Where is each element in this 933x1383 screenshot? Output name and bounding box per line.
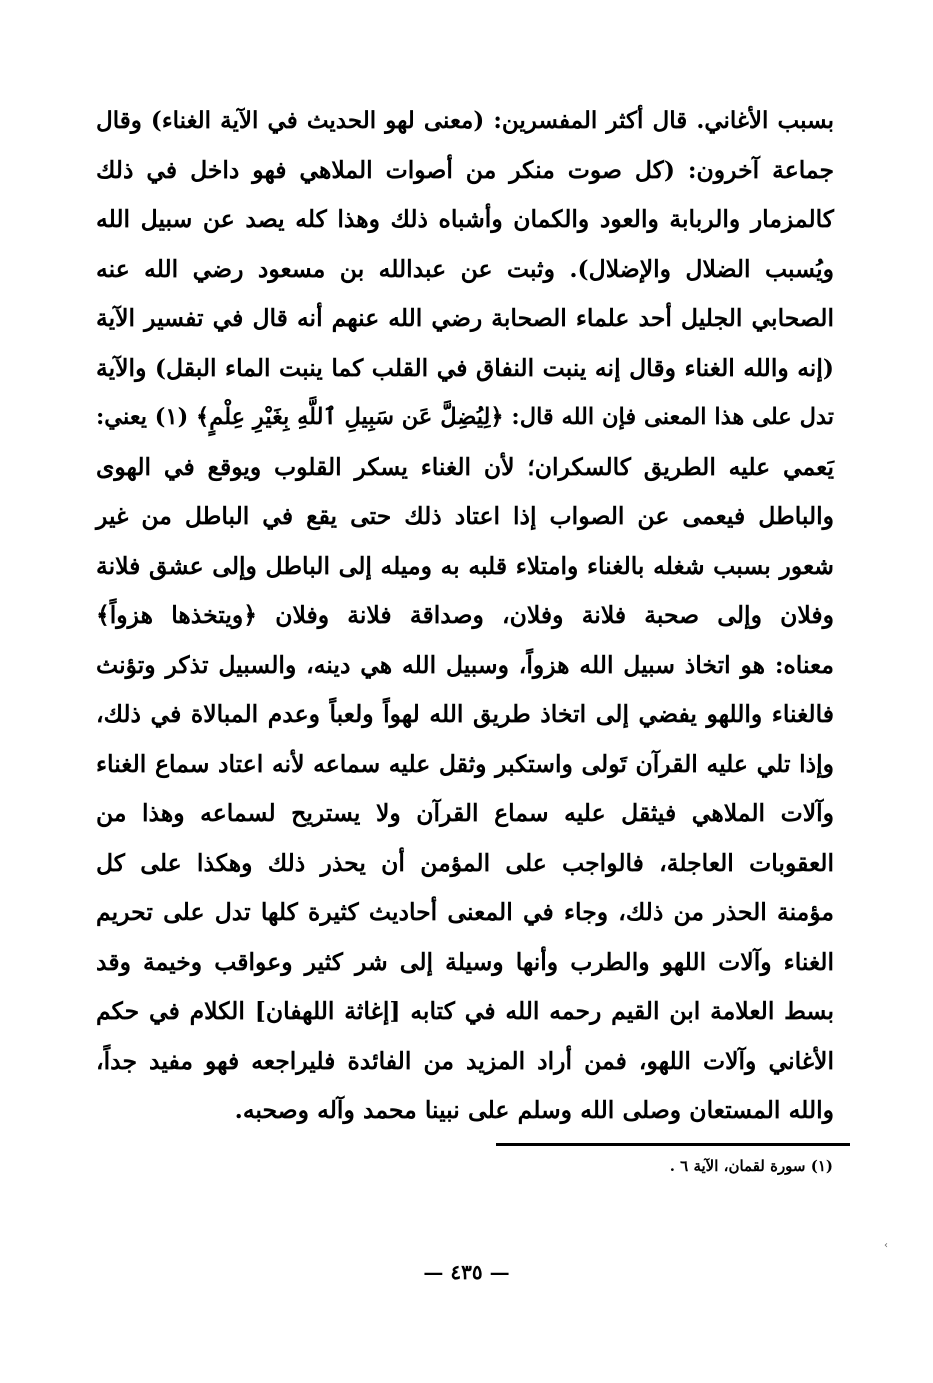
text-line: مؤمنة الحذر من ذلك، وجاء في المعنى أحاديث كثيرة كلها تدل على تحريم	[96, 898, 834, 926]
text-line: الغناء وآلات اللهو والطرب وأنها وسيلة إلى شر كثير وعواقب وخيمة وقد	[96, 947, 834, 976]
footnote-separator-rule	[496, 1143, 850, 1146]
text-line: العقوبات العاجلة، فالواجب على المؤمن أن يحذر ذلك وهكذا على كل	[96, 848, 834, 877]
text-line: وآلات الملاهي فيثقل عليه سماع القرآن ولا يستريح لسماعه وهذا من	[96, 799, 834, 827]
text-line: الصحابي الجليل أحد علماء الصحابة رضي الله عنهم أنه قال في تفسير الآية	[96, 304, 834, 332]
body-text	[96, 96, 834, 1136]
text-line: معناه: هو اتخاذ سبيل الله هزواً، وسبيل الله هي دينه، والسبيل تذكر وتؤنث	[96, 650, 834, 679]
page-number: — ٤٣٥ —	[423, 1260, 510, 1284]
text-line: يَعمي عليه الطريق كالسكران؛ لأن الغناء يسكر القلوب ويوقع في الهوى	[96, 452, 834, 481]
footnote: (١) سورة لقمان، الآية ٦ .	[669, 1157, 833, 1175]
text-line: والباطل فيعمى عن الصواب إذا اعتاد ذلك حتى يقع في الباطل من غير	[96, 502, 834, 530]
text-line: (إنه والله الغناء وقال إنه ينبت النفاق في القلب كما ينبت الماء البقل) والآية	[96, 353, 834, 382]
text-line: وفلان وإلى صحبة فلانة وفلان، وصداقة فلانة وفلان ﴿ويتخذها هزواً﴾	[96, 601, 834, 629]
text-line-quran-verse: تدل على هذا المعنى فإن الله قال: ﴿لِيُضِلَّ عَن سَبِيلِ ٱللَّهِ بِغَيْرِ عِلْمٍ﴾ (١) يعني:	[96, 404, 834, 430]
text-line-last: والله المستعان وصلى الله وسلم على نبينا محمد وآله وصحبه.	[234, 1096, 834, 1124]
text-line: بسبب الأغاني. قال أكثر المفسرين: (معنى لهو الحديث في الآية الغناء) وقال	[96, 107, 834, 134]
text-line: الأغاني وآلات اللهو، فمن أراد المزيد من الفائدة فليراجعه فهو مفيد جداً،	[96, 1046, 834, 1075]
text-line: فالغناء واللهو يفضي إلى اتخاذ طريق الله لهواً ولعباً وعدم المبالاة في ذلك،	[96, 700, 834, 728]
stray-scan-mark: ‹	[884, 1240, 888, 1251]
text-line: كالمزمار والربابة والعود والكمان وأشباه ذلك وهذا كله يصد عن سبيل الله	[96, 205, 834, 233]
text-line: بسط العلامة ابن القيم رحمه الله في كتابه [إغاثة اللهفان] الكلام في حكم	[96, 997, 834, 1025]
text-line: جماعة آخرون: (كل صوت منكر من أصوات الملاهي فهو داخل في ذلك	[96, 155, 834, 184]
text-line: ويُسبب الضلال والإضلال). وثبت عن عبدالله بن مسعود رضي الله عنه	[96, 254, 834, 283]
text-line: وإذا تلي عليه القرآن تَولى واستكبر وثقل عليه سماعه لأنه اعتاد سماع الغناء	[96, 749, 834, 778]
text-line: شعور بسبب شغله بالغناء وامتلاء قلبه به وميله إلى الباطل وإلى عشق فلانة	[96, 551, 834, 580]
